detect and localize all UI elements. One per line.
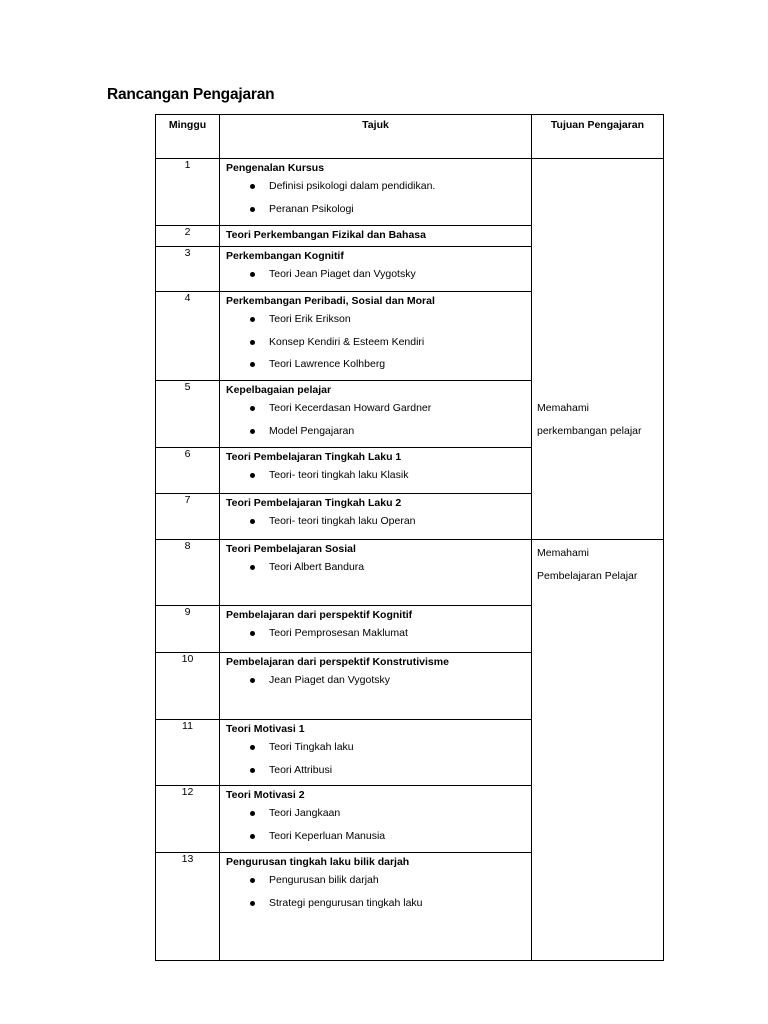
subtopic-item: Teori- teori tingkah laku Klasik <box>226 464 527 487</box>
table-row <box>156 159 664 226</box>
subtopic-list <box>226 869 527 914</box>
week-number: 6 <box>156 448 220 494</box>
topic-title: Kepelbagaian pelajar <box>226 384 332 396</box>
subtopic-item: Konsep Kendiri & Esteem Kendiri <box>226 331 527 354</box>
subtopic-list <box>226 510 527 533</box>
topic-cell <box>220 381 532 448</box>
topic-title: Teori Pembelajaran Sosial <box>226 543 356 555</box>
subtopic-item: Teori- teori tingkah laku Operan <box>226 510 527 533</box>
topic-cell <box>220 606 532 653</box>
topic-cell <box>220 540 532 606</box>
subtopic-list <box>226 736 527 781</box>
subtopic-list <box>226 556 527 579</box>
topic-title: Teori Motivasi 1 <box>226 723 305 735</box>
week-number: 8 <box>156 540 220 606</box>
subtopic-item: Teori Attribusi <box>226 759 527 782</box>
subtopic-list <box>226 622 527 645</box>
subtopic-item: Teori Keperluan Manusia <box>226 825 527 848</box>
topic-cell <box>220 159 532 226</box>
subtopic-item: Teori Kecerdasan Howard Gardner <box>226 397 527 420</box>
week-number: 5 <box>156 381 220 448</box>
goal-line: Memahami <box>537 547 589 559</box>
document-title: Rancangan Pengajaran <box>107 86 275 103</box>
table-header-row <box>156 115 664 159</box>
subtopic-list <box>226 464 527 487</box>
topic-cell <box>220 247 532 292</box>
subtopic-list <box>226 802 527 847</box>
table-row <box>156 540 664 606</box>
week-number: 1 <box>156 159 220 226</box>
goal-line: Memahami <box>537 402 589 414</box>
subtopic-item: Model Pengajaran <box>226 420 527 443</box>
teaching-plan-table <box>155 114 664 961</box>
topic-cell <box>220 448 532 494</box>
topic-title: Pengenalan Kursus <box>226 162 325 174</box>
goal-cell <box>532 159 664 540</box>
week-number: 7 <box>156 494 220 540</box>
week-number: 2 <box>156 226 220 247</box>
topic-title: Teori Pembelajaran Tingkah Laku 1 <box>226 451 402 463</box>
topic-cell <box>220 494 532 540</box>
goal-line: perkembangan pelajar <box>537 424 642 437</box>
topic-title: Pembelajaran dari perspektif Kognitif <box>226 609 413 621</box>
week-number: 11 <box>156 720 220 786</box>
table-body <box>156 159 664 961</box>
week-number: 10 <box>156 653 220 720</box>
goal-cell <box>532 540 664 961</box>
topic-title: Pembelajaran dari perspektif Konstrutivisme <box>226 656 449 668</box>
topic-title: Teori Pembelajaran Tingkah Laku 2 <box>226 497 402 509</box>
header-week: Minggu <box>156 115 220 159</box>
week-number: 4 <box>156 292 220 381</box>
subtopic-list <box>226 397 527 442</box>
topic-cell <box>220 653 532 720</box>
topic-cell <box>220 720 532 786</box>
subtopic-list <box>226 669 527 692</box>
subtopic-item: Teori Jangkaan <box>226 802 527 825</box>
week-number: 3 <box>156 247 220 292</box>
topic-title: Perkembangan Peribadi, Sosial dan Moral <box>226 295 435 307</box>
goal-text <box>537 159 658 442</box>
week-number: 12 <box>156 786 220 853</box>
subtopic-list <box>226 263 527 286</box>
topic-title: Pengurusan tingkah laku bilik darjah <box>226 856 410 868</box>
subtopic-list <box>226 175 527 220</box>
subtopic-item: Teori Lawrence Kolhberg <box>226 353 527 376</box>
header-goal: Tujuan Pengajaran <box>532 115 664 159</box>
subtopic-item: Teori Erik Erikson <box>226 308 527 331</box>
topic-cell <box>220 786 532 853</box>
topic-cell <box>220 292 532 381</box>
topic-cell <box>220 853 532 961</box>
topic-title: Perkembangan Kognitif <box>226 250 344 262</box>
subtopic-item: Teori Pemprosesan Maklumat <box>226 622 527 645</box>
subtopic-item: Pengurusan bilik darjah <box>226 869 527 892</box>
topic-title: Teori Perkembangan Fizikal dan Bahasa <box>226 229 426 241</box>
subtopic-list <box>226 308 527 376</box>
topic-title: Teori Motivasi 2 <box>226 789 305 801</box>
goal-line: Pembelajaran Pelajar <box>537 569 638 582</box>
subtopic-item: Peranan Psikologi <box>226 198 527 221</box>
topic-cell <box>220 226 532 247</box>
subtopic-item: Teori Jean Piaget dan Vygotsky <box>226 263 527 286</box>
subtopic-item: Definisi psikologi dalam pendidikan. <box>226 175 527 198</box>
subtopic-item: Jean Piaget dan Vygotsky <box>226 669 527 692</box>
week-number: 9 <box>156 606 220 653</box>
week-number: 13 <box>156 853 220 961</box>
goal-text <box>537 540 658 587</box>
subtopic-item: Teori Tingkah laku <box>226 736 527 759</box>
subtopic-item: Teori Albert Bandura <box>226 556 527 579</box>
header-topic: Tajuk <box>220 115 532 159</box>
subtopic-item: Strategi pengurusan tingkah laku <box>226 892 527 915</box>
